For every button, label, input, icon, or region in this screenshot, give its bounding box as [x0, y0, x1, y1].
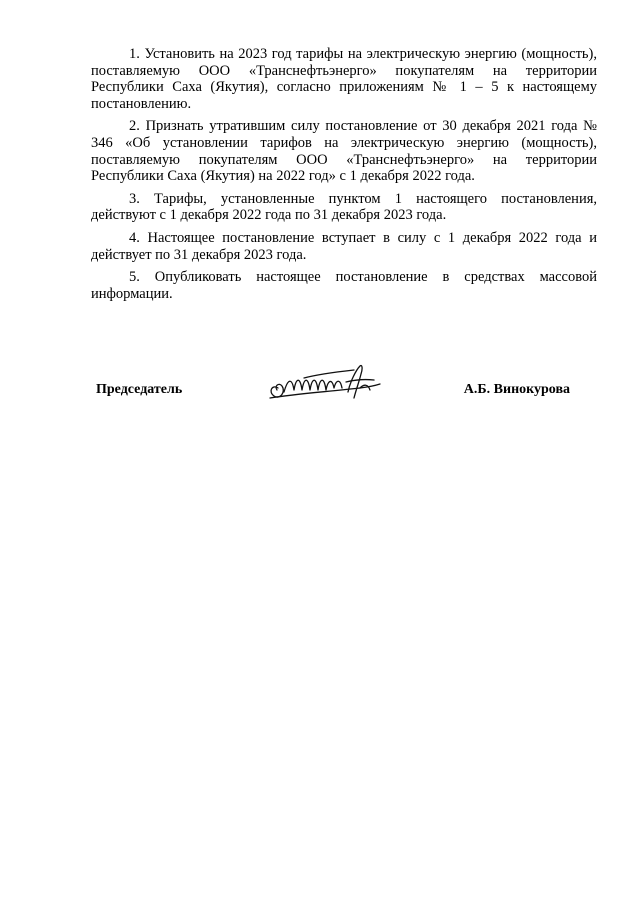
signature-block: [96, 362, 570, 418]
signatory-title: Председатель: [96, 382, 183, 397]
handwritten-signature: [264, 362, 388, 410]
signatory-name: А.Б. Винокурова: [463, 382, 570, 397]
paragraph-1: 1. Установить на 2023 год тарифы на электрическую энергию (мощность), поставляемую ООО «Транснефтьэнерго» покупателям на территории Республики Саха (Якутия), согласно приложениям № 1 – 5 к настоящему постановлению.: [91, 46, 597, 112]
document-body: [91, 46, 597, 308]
paragraph-3: 3. Тарифы, установленные пунктом 1 настоящего постановления, действуют с 1 декабря 2022 года по 31 декабря 2023 года.: [91, 190, 597, 224]
paragraph-2: 2. Признать утратившим силу постановление от 30 декабря 2021 года № 346 «Об установлении тарифов на электрическую энергию (мощность), поставляемую покупателям ООО «Транснефтьэнерго» на территории Республики Саха (Якутия) на 2022 год» с 1 декабря 2022 года.: [91, 118, 597, 185]
paragraph-4: 4. Настоящее постановление вступает в силу с 1 декабря 2022 года и действует по 31 декабря 2023 года.: [91, 229, 597, 263]
paragraph-5: 5. Опубликовать настоящее постановление в средствах массовой информации.: [91, 269, 597, 302]
